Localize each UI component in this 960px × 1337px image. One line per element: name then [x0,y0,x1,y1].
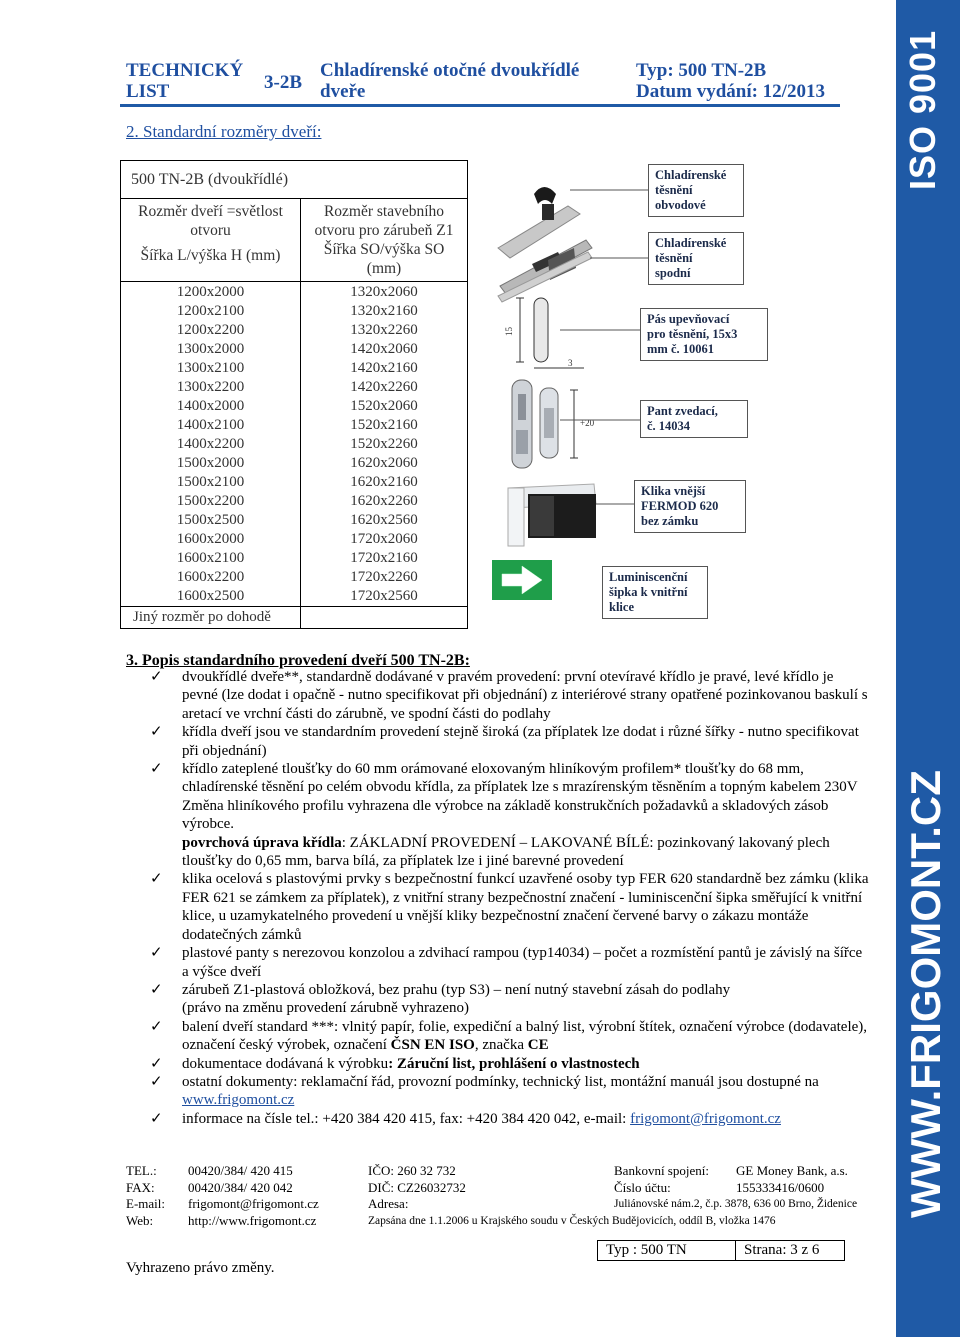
callout-line: bez zámku [641,514,699,528]
table-cell: 1520x2160 [350,417,418,433]
doc-type-line1: TECHNICKÝ [126,60,244,81]
ce-mark: CE [527,1037,549,1054]
table-cell: 1300x2100 [176,360,245,376]
doc-type [126,60,243,102]
table-cell: 1420x2160 [350,360,418,376]
docs-text: dokumentace dodávaná k výrobku [182,1055,389,1072]
table-cell: 1620x2560 [350,512,418,528]
callout-line: pro těsnění, 15x3 [647,327,738,341]
section3-title: 3. Popis standardního provedení dveří 500 TN-2B: [126,652,470,669]
page-type: Typ : 500 TN [598,1241,736,1260]
docs-list: : Záruční list, prohlášení o vlastnostech [388,1055,640,1072]
perimeter-seal-image [492,174,604,302]
doc-meta [636,60,825,102]
list-item [150,760,870,797]
col1-header [121,199,301,282]
standard-spec-list [150,668,870,1128]
check-icon: ✓ [150,1073,163,1090]
col1-header-line: Šířka L/výška H (mm) [140,247,281,264]
footer-value: 00420/384/ 420 415 [188,1163,293,1178]
table-cell: 1300x2200 [176,379,245,395]
check-icon: ✓ [150,761,163,778]
check-icon: ✓ [150,669,163,685]
callout-line: těsnění [655,251,693,265]
callout-line: Klika vnější [641,484,706,498]
list-item-text: zárubeň Z1-plastová obložková, bez prahu (typ S3) – není nutný stavební zásah do podlahy [182,981,731,998]
list-item [150,981,870,999]
table-cell: 1720x2260 [350,569,418,585]
packing-text-mid: , značka [474,1037,528,1054]
check-icon: ✓ [150,871,163,888]
product-parts-illustration [488,168,608,628]
table-title: 500 TN-2B (dvoukřídlé) [121,161,301,199]
check-icon: ✓ [150,724,163,741]
table-cell: 1320x2160 [350,303,418,319]
callout-line: obvodové [655,198,706,212]
surface-note-label: povrchová úprava křídla [182,834,342,851]
col1-header-line: otvoru [190,222,231,239]
doc-date: Datum vydání: 12/2013 [636,81,825,102]
hinge-image [512,380,578,468]
table-cell: 1320x2060 [350,284,418,300]
other-docs-text: ostatní dokumenty: reklamační řád, provozní podmínky, technický list, montážní manuál jsou dostupné na [182,1073,819,1090]
callout-handle [634,480,746,533]
callout-line: č. 14034 [647,419,691,433]
table-cell: 1400x2200 [176,436,245,452]
handle-image [508,484,596,546]
table-title-blank [301,161,468,199]
callout-line: Chladírenské [655,236,727,250]
table-cell: 1720x2060 [350,531,418,547]
packing-standard: ČSN EN ISO [390,1037,475,1054]
callout-perimeter-seal [648,164,744,217]
table-cell: 1200x2000 [176,284,245,300]
table-cell: 1720x2560 [350,588,418,604]
list-item [150,723,870,760]
callout-line: Pant zvedací, [647,404,718,418]
footer-label: FAX: [126,1179,155,1195]
callout-bottom-seal [648,232,744,285]
table-cell: 1600x2500 [176,588,245,604]
section2-title: 2. Standardní rozměry dveří: [126,122,322,141]
check-icon: ✓ [150,945,163,962]
callout-line: klice [609,600,634,614]
callout-arrow [602,566,708,619]
list-item-text: křídla dveří jsou ve standardním provedení stejně široká (za příplatek lze dodat i různé šířky - nutno specifikovat při objednání) [182,724,859,759]
callout-line: těsnění [655,183,693,197]
luminescent-arrow-sign [492,560,552,600]
table-cell: 1500x2200 [176,493,245,509]
check-icon: ✓ [150,981,163,998]
list-item-text: křídlo zateplené tloušťky do 60 mm orámované eloxovaným hliníkovým profilem* tloušťky do 68 mm, chladírenské těsnění po celém obvodu křídla, za příplatek lze s mrazírenským těsněním a topným kabelem 230V [182,761,858,796]
col2-header [301,199,468,282]
list-item-text: klika ocelová s plastovými prvky s bezpečnostní funkcí uzavřené osoby typ FER 620 standardně bez zámku (klika FER 621 se zámkem za příplatek), z vnitřní strany bezpečnostní značení - luminiscenční šipka směřující k vnitřní klice, u uzamykatelného provedení u vnější kliky bezpečnostní značení červené barvy o zákazu montáže dodatečných zámků [182,871,869,943]
table-cell: 1600x2100 [176,550,245,566]
footer-label: Web: [126,1212,154,1228]
doc-type-line2: LIST [126,81,170,102]
footer-label: TEL.: [126,1163,157,1178]
list-item-text: plastové panty s nerezovou konzolou a zdvihací rampou (typ14034) – počet a rozmístění pantů je závislý na šířce a výšce dveří [182,945,863,980]
product-name [320,60,600,102]
contact-values [188,1163,319,1229]
col2-header-line: Šířka SO/výška SO [323,241,445,258]
list-item [150,1073,870,1110]
table-cell: 1400x2000 [176,398,245,414]
profile-note-text: Změna hliníkového profilu vyhrazena dle výrobce na základě konstrukčních požadavků a skladových zásob výrobce. [182,797,829,833]
footer-address-label: Adresa: [368,1196,409,1211]
frame-note-text: (právo na změnu provedení zárubně vyhrazeno) [182,1000,469,1017]
footer-registration: Zapsána dne 1.1.2006 u Krajského soudu v Českých Budějovicích, oddíl B, vložka 1476 [368,1214,776,1227]
table-cell: 1600x2000 [176,531,245,547]
strip-drawing [516,298,584,368]
info-text: informace na čísle tel.: +420 384 420 415, fax: +420 384 420 042, e-mail: [182,1110,631,1127]
table-cell: 1400x2100 [176,417,245,433]
table-cell: 1520x2260 [350,436,418,452]
page-number: Strana: 3 z 6 [744,1242,820,1258]
col2-header-line: otvoru pro zárubeň Z1 [314,222,454,239]
table-cell: 1620x2060 [350,455,418,471]
website-link[interactable]: www.frigomont.cz [182,1092,295,1109]
dim-15-label: 15 [504,327,514,336]
iso-label: ISO 9001 [902,29,943,190]
packing-text: balení dveří standard ***: vlnitý papír, folie, expediční a balný list, výrobní štítek, označení výrobce (dodavatele), označení český výrobek, označení [182,1018,868,1054]
table-cell: 1620x2160 [350,474,418,490]
footer-value: 00420/384/ 420 042 [188,1179,293,1195]
bank-values [736,1163,848,1196]
product-name-line2: dveře [320,81,366,102]
header-divider [120,104,840,107]
footer-account-value: 155333416/0600 [736,1179,825,1195]
list-item [150,1110,870,1128]
col2-header-line: Rozměr stavebního [323,203,445,220]
callout-line: Chladírenské [655,168,727,182]
col2-header-line: (mm) [366,260,402,277]
doc-typ: Typ: 500 TN-2B [636,60,767,81]
other-size-blank [301,607,468,629]
table-cell: 1200x2200 [176,322,245,338]
col2-values [301,282,468,607]
callout-strip [640,308,768,361]
website-label: WWW.FRIGOMONT.CZ [902,770,949,1218]
profile-note [150,797,870,834]
email-link[interactable]: frigomont@frigomont.cz [630,1110,781,1127]
product-name-line1: Chladírenské otočné dvoukřídlé [320,60,580,81]
table-cell: 1500x2000 [176,455,245,471]
footer-account-label: Číslo účtu: [614,1179,671,1195]
footer-ico: IČO: 260 32 732 [368,1163,456,1178]
table-cell: 1300x2000 [176,341,245,357]
doc-code: 3-2B [264,72,302,93]
callout-line: spodní [655,266,691,280]
callout-hinge [640,400,748,438]
surface-note-text: : ZÁKLADNÍ PROVEDENÍ – LAKOVANÉ BÍLÉ: pozinkovaný lakovaný plech tloušťky do 0,65 mm, barva bílá, za příplatek lze i jiné barevné provedení [182,834,830,870]
table-cell: 1500x2500 [176,512,245,528]
table-cell: 1420x2060 [350,341,418,357]
callout-line: Luminiscenční [609,570,688,584]
footer-address: Juliánovské nám.2, č.p. 3878, 636 00 Brno, Židenice [614,1198,858,1210]
rights-reserved-note: Vyhrazeno právo změny. [126,1260,275,1276]
dimensions-table [120,160,468,629]
table-cell: 1620x2260 [350,493,418,509]
table-cell: 1500x2100 [176,474,245,490]
frame-note [150,999,870,1017]
list-item [150,1055,870,1073]
footer-value: http://www.frigomont.cz [188,1212,317,1228]
col1-header-line: Rozměr dveří =světlost [138,203,283,220]
list-item [150,944,870,981]
footer-label: E-mail: [126,1196,165,1211]
check-icon: ✓ [150,1110,163,1127]
footer-dic: DIČ: CZ26032732 [368,1179,466,1195]
col1-values [121,282,301,607]
check-icon: ✓ [150,1055,163,1072]
callout-line: FERMOD 620 [641,499,719,513]
surface-note [150,834,870,871]
list-item [150,668,870,723]
list-item [150,870,870,944]
callout-line: Pás upevňovací [647,312,730,326]
table-cell: 1200x2100 [176,303,245,319]
dim-3-label: 3 [568,358,573,368]
table-cell: 1420x2260 [350,379,418,395]
footer-bank-label: Bankovní spojení: [614,1163,709,1178]
table-cell: 1520x2060 [350,398,418,414]
table-cell: 1720x2160 [350,550,418,566]
check-icon: ✓ [150,1018,163,1035]
page-info-box [597,1240,845,1261]
other-size-note: Jiný rozměr po dohodě [121,607,301,629]
contact-labels [126,1163,165,1229]
dim-20-label: +20 [580,418,595,428]
callout-line: šipka k vnitřní [609,585,688,599]
table-cell: 1600x2200 [176,569,245,585]
callout-line: mm č. 10061 [647,342,714,356]
footer-value: frigomont@frigomont.cz [188,1196,319,1211]
table-cell: 1320x2260 [350,322,418,338]
footer-bank-value: GE Money Bank, a.s. [736,1163,848,1178]
list-item [150,1018,870,1055]
list-item-text: dvoukřídlé dveře**, standardně dodávané v pravém provedení: první otevíravé křídlo je pravé, levé křídlo je pevné (lze dodat i opačně - nutno specifikovat při objednání) z interiérové strany opatřené pozinkovanou baskulí s aretací ve vrchní části do zárubně, ve spodní části do podlahy [182,669,868,722]
